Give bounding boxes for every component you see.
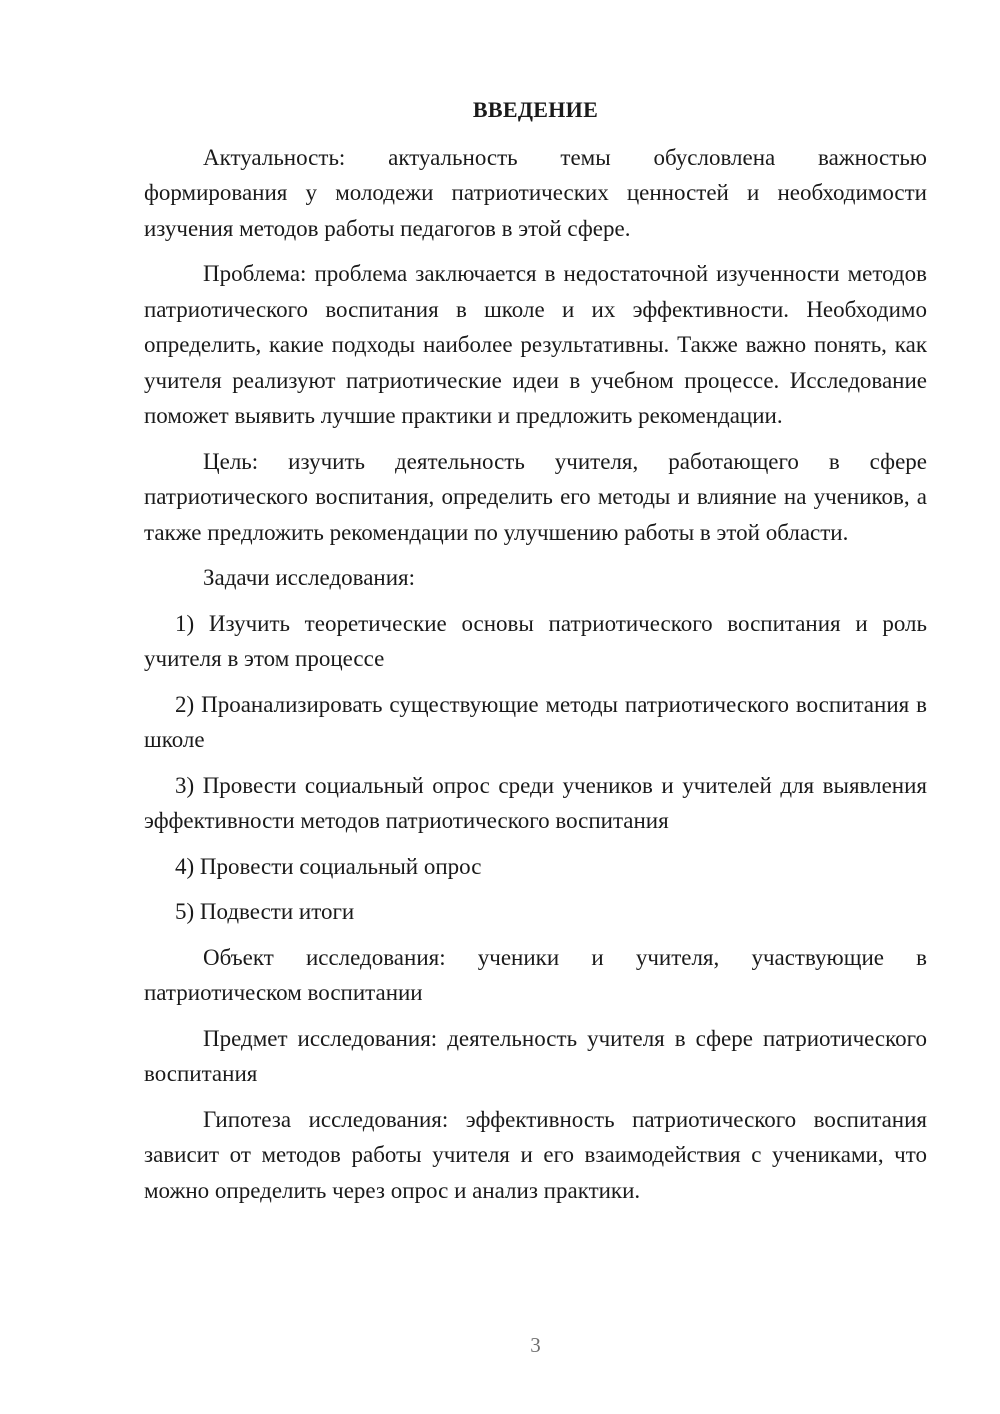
task-item-3: 3) Провести социальный опрос среди учеников и учителей для выявления эффективности методов патриотического воспитания [144,772,927,833]
task-item-1: 1) Изучить теоретические основы патриотического воспитания и роль учителя в этом процессе [144,610,927,671]
task-item-2: 2) Проанализировать существующие методы патриотического воспитания в школе [144,691,927,752]
relevance-paragraph: Актуальность: актуальность темы обусловлена важностью формирования у молодежи патриотических ценностей и необходимости изучения методов работы педагогов в этой сфере. [144,144,927,241]
document-page [144,92,927,1218]
problem-paragraph: Проблема: проблема заключается в недостаточной изученности методов патриотического воспитания в школе и их эффективности. Необходимо определить, какие подходы наиболее результативны. Также важно понять, как учителя реализуют патриотические идеи в учебном процессе. Исследование поможет выявить лучшие практики и предложить рекомендации. [144,261,927,428]
hypothesis-paragraph: Гипотеза исследования: эффективность патриотического воспитания зависит от методов работы учителя и его взаимодействия с учениками, что можно определить через опрос и анализ практики. [144,1106,927,1203]
task-item-4: 4) Провести социальный опрос [175,853,482,879]
section-title: ВВЕДЕНИЕ [472,97,599,122]
research-object-paragraph: Объект исследования: ученики и учителя, участвующие в патриотическом воспитании [144,944,927,1005]
tasks-heading: Задачи исследования: [203,565,416,590]
page-number: 3 [530,1333,541,1357]
task-item-5: 5) Подвести итоги [175,899,355,924]
goal-paragraph: Цель: изучить деятельность учителя, работающего в сфере патриотического воспитания, определить его методы и влияние на учеников, а также предложить рекомендации по улучшению работы в этой области. [144,448,927,545]
research-subject-paragraph: Предмет исследования: деятельность учителя в сфере патриотического воспитания [144,1025,927,1086]
